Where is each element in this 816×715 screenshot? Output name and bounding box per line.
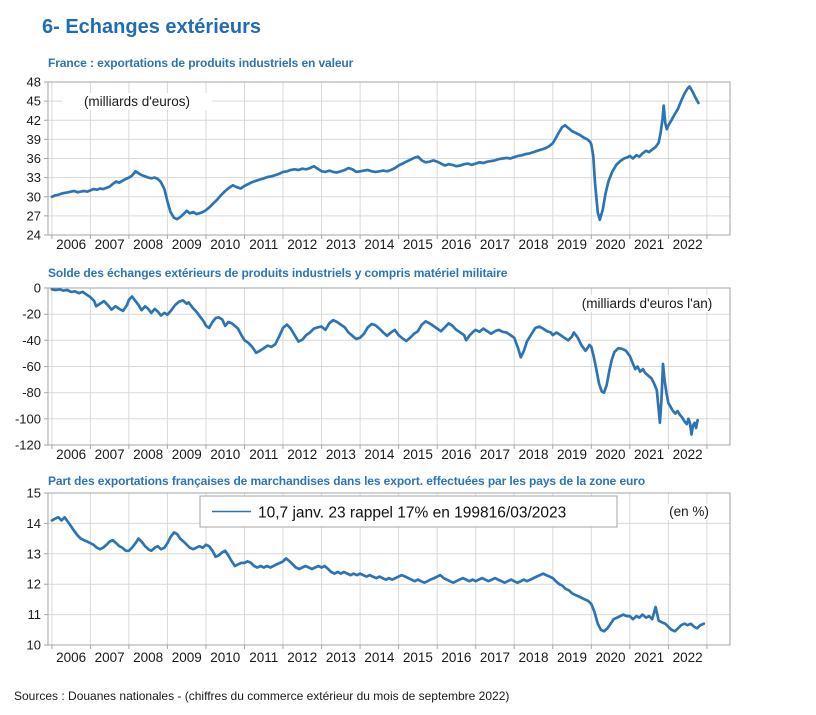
x-tick-label: 2008 bbox=[133, 650, 164, 665]
x-tick-label: 2014 bbox=[364, 237, 395, 252]
x-tick-label: 2009 bbox=[171, 237, 202, 252]
x-tick-label: 2020 bbox=[595, 237, 626, 252]
x-tick-label: 2018 bbox=[518, 237, 549, 252]
chart-1-title: France : exportations de produits industriels en valeur bbox=[48, 56, 354, 70]
x-tick-label: 2022 bbox=[672, 650, 703, 665]
y-tick-label: 11 bbox=[27, 607, 41, 623]
y-tick-label: 14 bbox=[26, 515, 41, 531]
y-tick-label: -120 bbox=[14, 437, 41, 453]
sources-note: Sources : Douanes nationales - (chiffres du commerce extérieur du mois de septembre 2022) bbox=[14, 689, 510, 703]
y-tick-label: 30 bbox=[26, 189, 41, 205]
x-tick-label: 2006 bbox=[56, 237, 87, 252]
x-tick-label: 2007 bbox=[94, 447, 125, 462]
chart-2-title: Solde des échanges extérieurs de produits industriels y compris matériel militaire bbox=[48, 266, 508, 280]
x-tick-label: 2015 bbox=[402, 447, 433, 462]
x-tick-label: 2008 bbox=[133, 447, 164, 462]
page-title: 6- Echanges extérieurs bbox=[42, 16, 261, 38]
y-tick-label: -20 bbox=[22, 306, 41, 322]
y-tick-label: 24 bbox=[26, 227, 41, 243]
y-tick-label: 13 bbox=[26, 546, 41, 562]
x-tick-label: 2018 bbox=[518, 447, 549, 462]
y-tick-label: -100 bbox=[14, 411, 41, 427]
x-tick-label: 2015 bbox=[402, 650, 433, 665]
x-tick-label: 2010 bbox=[210, 650, 241, 665]
x-tick-label: 2009 bbox=[171, 447, 202, 462]
x-tick-label: 2019 bbox=[556, 237, 588, 252]
legend-label: 10,7 janv. 23 rappel 17% en 199816/03/2023 bbox=[258, 504, 567, 522]
x-tick-label: 2017 bbox=[479, 447, 510, 462]
x-tick-label: 2012 bbox=[287, 650, 318, 665]
legend bbox=[200, 496, 617, 527]
x-tick-label: 2013 bbox=[325, 447, 356, 462]
y-tick-label: 36 bbox=[26, 151, 41, 166]
x-tick-label: 2011 bbox=[249, 447, 279, 462]
chart-2 bbox=[15, 281, 730, 463]
x-tick-label: 2020 bbox=[595, 650, 626, 665]
y-tick-label: 10 bbox=[26, 637, 41, 653]
x-tick-label: 2006 bbox=[56, 447, 87, 462]
chart-3-title: Part des exportations françaises de marchandises dans les export. effectuées par les pays de la zone euro bbox=[48, 474, 646, 488]
x-tick-label: 2011 bbox=[249, 650, 279, 665]
y-tick-label: -80 bbox=[22, 385, 41, 401]
x-tick-label: 2022 bbox=[672, 447, 703, 462]
x-tick-label: 2020 bbox=[595, 447, 626, 462]
y-tick-label: 15 bbox=[26, 485, 41, 501]
x-tick-label: 2019 bbox=[556, 447, 588, 462]
y-tick-label: 48 bbox=[26, 74, 41, 90]
x-tick-label: 2013 bbox=[325, 237, 356, 252]
x-tick-label: 2019 bbox=[556, 650, 588, 665]
x-tick-label: 2017 bbox=[479, 650, 510, 665]
x-tick-label: 2012 bbox=[287, 237, 318, 252]
x-tick-label: 2017 bbox=[479, 237, 510, 252]
x-tick-label: 2008 bbox=[133, 237, 164, 252]
x-tick-label: 2011 bbox=[249, 237, 279, 252]
x-tick-label: 2016 bbox=[441, 237, 472, 252]
unit-label: (en %) bbox=[669, 504, 709, 519]
x-tick-label: 2021 bbox=[634, 237, 665, 252]
y-tick-label: 45 bbox=[26, 93, 41, 109]
y-tick-label: -40 bbox=[22, 332, 41, 348]
x-tick-label: 2007 bbox=[94, 237, 125, 252]
axis-ticks bbox=[44, 288, 707, 449]
x-tick-label: 2022 bbox=[672, 237, 703, 252]
y-tick-label: 0 bbox=[33, 280, 41, 296]
x-tick-label: 2015 bbox=[402, 237, 433, 252]
x-tick-label: 2014 bbox=[364, 650, 395, 665]
x-tick-label: 2021 bbox=[634, 447, 665, 462]
unit-label: (milliards d'euros) bbox=[83, 94, 191, 109]
unit-label: (milliards d'euros l'an) bbox=[581, 296, 713, 311]
y-tick-label: 33 bbox=[26, 170, 41, 186]
x-tick-label: 2018 bbox=[518, 650, 549, 665]
x-tick-label: 2016 bbox=[441, 447, 472, 462]
x-tick-label: 2010 bbox=[210, 447, 241, 462]
y-tick-label: 42 bbox=[26, 112, 41, 128]
x-tick-label: 2010 bbox=[210, 237, 241, 252]
y-tick-label: -60 bbox=[22, 359, 41, 374]
x-tick-label: 2009 bbox=[171, 650, 202, 665]
y-tick-label: 27 bbox=[26, 208, 41, 224]
chart-1 bbox=[27, 75, 730, 253]
x-tick-label: 2013 bbox=[325, 650, 356, 665]
x-tick-label: 2007 bbox=[94, 650, 125, 665]
y-tick-label: 12 bbox=[26, 576, 41, 592]
x-tick-label: 2021 bbox=[634, 650, 665, 665]
y-tick-label: 39 bbox=[26, 131, 41, 147]
chart-3 bbox=[27, 486, 730, 666]
x-tick-label: 2014 bbox=[364, 447, 395, 462]
x-tick-label: 2006 bbox=[56, 650, 87, 665]
x-tick-label: 2016 bbox=[441, 650, 472, 665]
x-tick-label: 2012 bbox=[287, 447, 318, 462]
